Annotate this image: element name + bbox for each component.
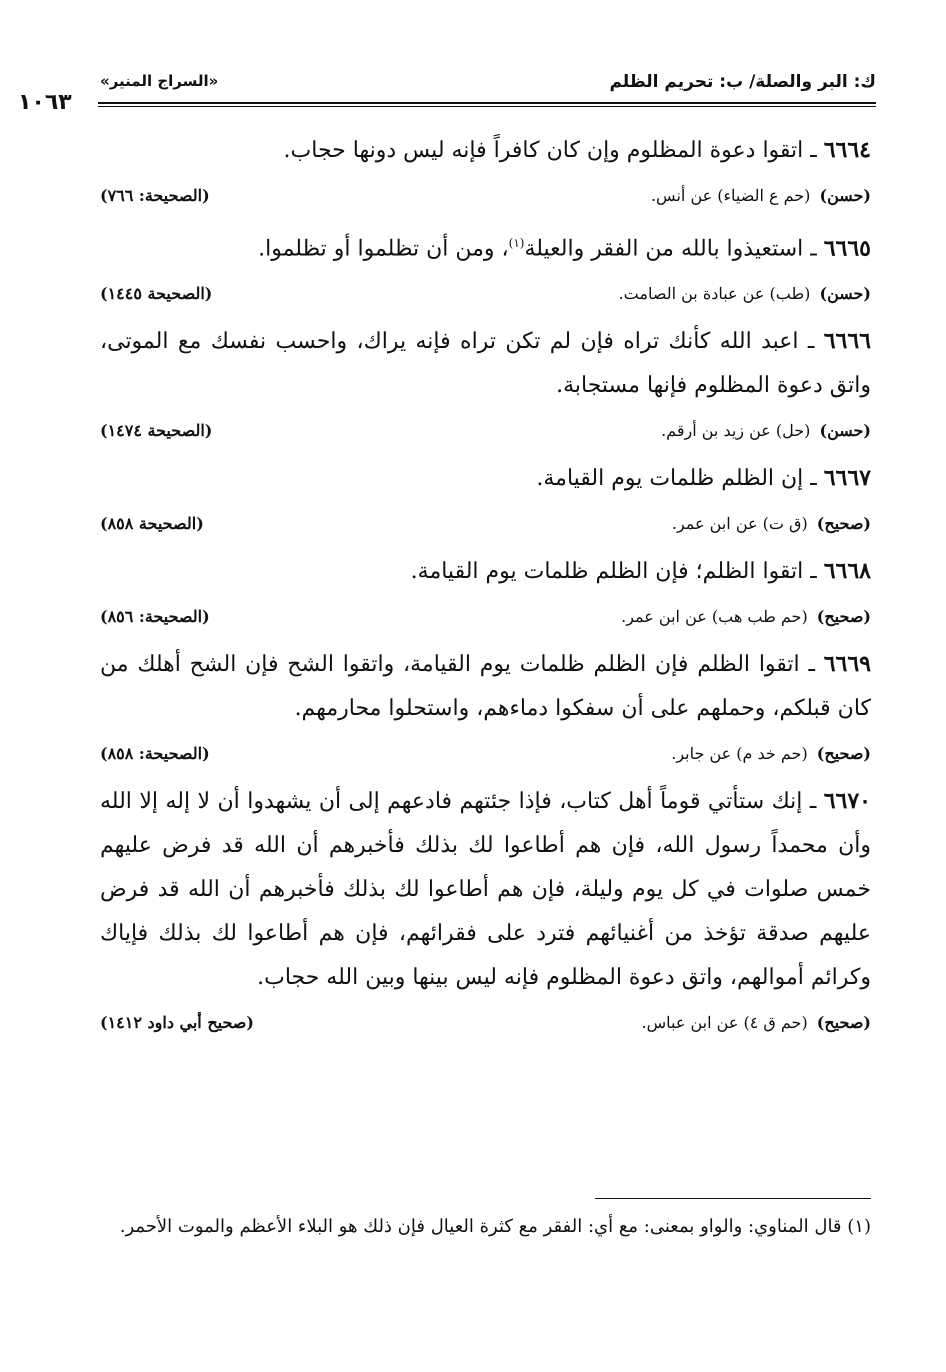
hadith-source-line [100,509,871,539]
header-rule [98,102,876,104]
hadith-source: (حم طب هب) عن ابن عمر. [621,607,808,627]
chapter-heading: ك: البر والصلة/ ب: تحريم الظلم [609,72,876,92]
hadith-grade: (حسن) [819,186,871,205]
hadith-source: (طب) عن عبادة بن الصامت. [618,284,811,304]
hadith-body: اعبد الله كأنك تراه فإن لم تكن تراه فإنه يراك، واحسب نفسك مع الموتى، واتق دعوة المظلوم فإنها مستجابة. [100,329,871,399]
hadith-text: ٦٦٦٥ ـ استعيذوا بالله من الفقر والعيلة$^{(١)}$، ومن أن تظلموا أو تظلموا. [258,235,871,262]
hadith-body: استعيذوا بالله من الفقر والعيلة [524,236,804,262]
hadith-body: اتقوا دعوة المظلوم وإن كان كافراً فإنه ليس دونها حجاب. [283,138,804,163]
hadith-entry [100,319,871,446]
hadith-source-line [100,1008,871,1038]
hadith-number: ٦٦٦٥ [823,235,871,262]
hadith-reference: (الصحيحة: ٧٦٦) [100,186,210,205]
hadith-entry [100,456,871,539]
hadith-grade: (حسن) [819,421,871,441]
hadith-text: ٦٦٦٨ ـ اتقوا الظلم؛ فإن الظلم ظلمات يوم القيامة. [410,558,871,585]
hadith-number: ٦٦٦٩ [823,651,871,678]
hadith-text: ٦٦٦٧ ـ إن الظلم ظلمات يوم القيامة. [536,465,871,492]
page-header [18,70,876,116]
hadith-number: ٦٦٦٧ [823,465,871,492]
hadith-entry [100,221,871,309]
hadith-body: إن الظلم ظلمات يوم القيامة. [536,466,804,492]
hadith-reference: (الصحيحة ١٤٧٤) [100,421,213,441]
hadith-grade: (صحيح) [816,1013,871,1033]
hadith-grade: (صحيح) [816,744,871,764]
hadith-text: ٦٦٦٦ ـ اعبد الله كأنك تراه فإن لم تكن تراه فإنه يراك، واحسب نفسك مع الموتى، واتق دعوة المظلوم فإنها مستجابة. [100,328,871,399]
hadith-source: (حم خد م) عن جابر. [671,744,808,764]
hadith-reference: (الصحيحة ٨٥٨) [100,514,204,534]
hadith-number: ٦٦٦٤ [823,137,871,163]
hadith-body: إنك ستأتي قوماً أهل كتاب، فإذا جئتهم فادعهم إلى أن يشهدوا أن لا إله إلا الله وأن محمداً رسول الله، فإن هم أطاعوا لك بذلك فأخبرهم أن الله قد فرض عليهم خمس صلوات في كل يوم وليلة، فإن هم أطاعوا لك بذلك فأخبرهم أن الله قد فرض عليهم صدقة تؤخذ من أغنيائهم فترد على فقرائهم، فإن هم أطاعوا لك بذلك فإياك وكرائم أموالهم، واتق دعوة المظلوم فإنه ليس بينها وبين الله حجاب. [100,789,871,991]
page-number: ١٠٦٣ [18,90,72,115]
footnote [100,1208,871,1246]
hadith-source-line [100,181,871,211]
hadith-number: ٦٦٧٠ [823,788,871,815]
hadith-entry [100,779,871,1038]
hadith-source-line [100,739,871,769]
footnote-rule [595,1198,871,1199]
hadith-entry [100,128,871,211]
hadith-source-line [100,416,871,446]
footnote-text: قال المناوي: والواو بمعنى: مع أي: الفقر مع كثرة العيال فإن ذلك هو البلاء الأعظم والموت الأحمر. [119,1216,842,1237]
hadith-source: (ق ت) عن ابن عمر. [671,514,808,534]
hadith-grade: (حسن) [819,284,871,304]
hadith-reference: (الصحيحة: ٨٥٨) [100,744,210,764]
hadith-entry [100,549,871,632]
hadith-reference: (الصحيحة: ٨٥٦) [100,607,210,627]
hadith-source-line [100,279,871,309]
footnote-number: (١) [847,1216,871,1237]
hadith-text: ٦٦٦٩ ـ اتقوا الظلم فإن الظلم ظلمات يوم القيامة، واتقوا الشح فإن الشح أهلك من كان قبلكم، وحملهم على أن سفكوا دماءهم، واستحلوا محارمهم. [100,651,871,722]
hadith-body-cont: ، ومن أن تظلموا أو تظلموا. [258,236,509,262]
book-title: «السراج المنير» [100,72,219,90]
hadith-source: (حم ق ٤) عن ابن عباس. [641,1013,808,1033]
hadith-body: اتقوا الظلم فإن الظلم ظلمات يوم القيامة، واتقوا الشح فإن الشح أهلك من كان قبلكم، وحملهم على أن سفكوا دماءهم، واستحلوا محارمهم. [100,652,871,722]
hadith-number: ٦٦٦٦ [823,328,871,355]
hadith-source: (حم ع الضياء) عن أنس. [650,186,811,205]
hadith-list [100,128,871,1048]
hadith-reference: (صحيح أبي داود ١٤١٢) [100,1013,254,1033]
hadith-source-line [100,602,871,632]
hadith-grade: (صحيح) [816,607,871,627]
hadith-reference: (الصحيحة ١٤٤٥) [100,284,213,304]
hadith-body: اتقوا الظلم؛ فإن الظلم ظلمات يوم القيامة. [410,559,804,585]
hadith-text: ٦٦٧٠ ـ إنك ستأتي قوماً أهل كتاب، فإذا جئتهم فادعهم إلى أن يشهدوا أن لا إله إلا الله وأن محمداً رسول الله، فإن هم أطاعوا لك بذلك فأخبرهم أن الله قد فرض عليهم خمس صلوات في كل يوم وليلة، فإن هم أطاعوا لك بذلك فأخبرهم أن الله قد فرض عليهم صدقة تؤخذ من أغنيائهم فترد على فقرائهم، فإن هم أطاعوا لك بذلك فإياك وكرائم أموالهم، واتق دعوة المظلوم فإنه ليس بينها وبين الله حجاب. [100,788,871,991]
hadith-entry [100,642,871,769]
header-rule-thin [98,106,876,107]
footnote-marker[interactable]: (١) [508,236,525,250]
hadith-text: ٦٦٦٤ ـ اتقوا دعوة المظلوم وإن كان كافراً فإنه ليس دونها حجاب. [283,137,871,163]
hadith-source: (حل) عن زيد بن أرقم. [661,421,811,441]
hadith-grade: (صحيح) [816,514,871,534]
hadith-number: ٦٦٦٨ [823,558,871,585]
